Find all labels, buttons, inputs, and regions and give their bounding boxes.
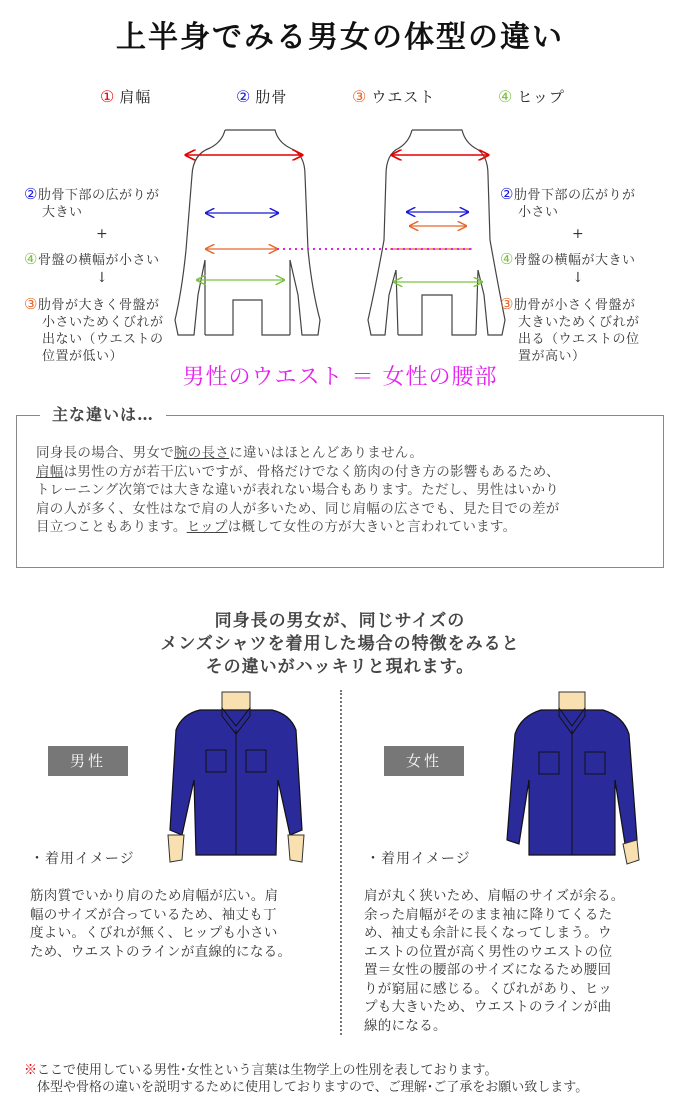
hip-term: ヒップ [186, 519, 228, 535]
footer-mark: ※ [24, 1063, 38, 1078]
male-note-rib [24, 186, 184, 221]
legend-hip-label: ヒップ [517, 88, 565, 106]
female-note-waist-line1: 肋骨が小さく骨盤が [513, 298, 636, 313]
male-note-pelvis [24, 251, 184, 269]
female-desc-8: 線的になる。 [364, 1017, 447, 1034]
legend-shoulder [100, 86, 151, 107]
female-tag: 女性 [384, 746, 464, 776]
legend-rib-label: 肋骨 [255, 88, 288, 106]
male-shirt-illustration [160, 690, 310, 870]
female-note-waist-num: ③ [500, 295, 514, 313]
male-note-rib-line2: 大きい [42, 205, 83, 220]
male-note-rib-num: ② [24, 185, 38, 203]
arm-length-term: 腕の長さ [174, 445, 230, 461]
male-description [30, 887, 330, 961]
male-note-waist-line2: 小さいためくびれが [42, 315, 164, 330]
female-desc-2: 余った肩幅がそのまま袖に降りてくるた [364, 906, 613, 923]
female-desc-5: 置＝女性の腰部のサイズになるため腰回 [364, 962, 612, 978]
female-desc-6: りが窮屈に感じる。くびれがあり、ヒッ [364, 980, 612, 997]
intro-line-3: その違いがハッキリと現れます。 [205, 657, 475, 677]
differences-line-2 [36, 463, 648, 482]
female-arrow-down: ↓ [572, 270, 584, 286]
male-note-rib-line1: 肋骨下部の広がりが [37, 188, 160, 203]
differences-p1-end: に違いはほとんどありません。 [229, 445, 424, 461]
female-note-pelvis [500, 251, 670, 269]
female-note-waist [500, 296, 670, 365]
legend-waist-label: ウエスト [371, 88, 436, 106]
shirt-intro [0, 610, 680, 679]
differences-text [36, 444, 648, 537]
differences-p2: は男性の方が若干広いですが、骨格だけでなく筋肉の付き方の影響もあるため、 [63, 463, 560, 480]
legend-waist [352, 86, 435, 107]
male-note-waist-line4: 位置が低い） [42, 349, 124, 364]
footer-disclaimer [24, 1062, 674, 1096]
male-note-pelvis-num: ④ [24, 250, 38, 268]
male-note-waist-line3: 出ない（ウエストの [42, 332, 164, 347]
differences-p5: 目立つこともあります。 [36, 519, 187, 535]
waist-statement: 男性のウエスト ＝ 女性の腰部 [182, 365, 498, 390]
female-note-pelvis-text: 骨盤の横幅が大きい [513, 253, 636, 268]
female-note-pelvis-num: ④ [500, 250, 514, 268]
male-note-waist-line1: 肋骨が大きく骨盤が [37, 298, 160, 313]
intro-line-1: 同身長の男女が、同じサイズの [214, 611, 466, 631]
differences-line-4: 肩の人が多く、女性はなで肩の人が多いため、同じ肩幅の広さでも、見た目での差が [36, 500, 560, 517]
legend-hip-num: ④ [498, 87, 514, 106]
legend-shoulder-label: 肩幅 [119, 88, 152, 106]
footer-line-2: 体型や骨格の違いを説明するために使用しておりますので、ご理解･ご了承をお願い致します。 [37, 1080, 589, 1095]
male-note-waist [24, 296, 184, 365]
page-title: 上半身でみる男女の体型の違い [116, 20, 564, 55]
legend-waist-num: ③ [352, 87, 368, 106]
male-desc-3: 度よい。くびれが無く、ヒップも小さい [30, 925, 278, 941]
female-desc-7: プも大きいため、ウエストのラインが曲 [364, 999, 612, 1015]
female-note-rib-num: ② [500, 185, 514, 203]
footer-line-1 [24, 1062, 674, 1079]
male-arrow-down: ↓ [96, 270, 108, 286]
female-note-waist-line3: 出る（ウエストの位 [518, 332, 640, 347]
legend-hip [498, 86, 565, 107]
female-note-waist-line4: 置が高い） [518, 349, 586, 364]
differences-p1: 同身長の場合、男女で [36, 445, 174, 461]
differences-line-5 [36, 518, 648, 537]
legend-shoulder-num: ① [100, 87, 116, 106]
male-desc-2: 幅のサイズが合っているため、袖丈も丁 [30, 906, 277, 923]
legend-rib-num: ② [236, 87, 252, 106]
female-description [364, 887, 670, 1035]
male-desc-4: ため、ウエストのラインが直線的になる。 [30, 943, 292, 960]
male-plus: + [96, 226, 108, 242]
legend-rib [236, 86, 287, 107]
male-torso-outline [175, 130, 320, 335]
female-plus: + [572, 226, 584, 242]
differences-line-3: トレーニング次第では大きな違いが表れない場合もあります。ただし、男性はいかり [36, 482, 560, 498]
female-torso-outline [368, 130, 505, 335]
female-note-rib-line1: 肋骨下部の広がりが [513, 188, 636, 203]
male-image-label: ・着用イメージ [30, 851, 135, 867]
male-note-waist-num: ③ [24, 295, 38, 313]
female-desc-3: め、袖丈も余計に長くなってしまう。ウ [364, 925, 612, 941]
differences-p5-end: は概して女性の方が大きいと言われています。 [227, 519, 517, 535]
male-tag: 男性 [48, 746, 128, 776]
female-note-rib-line2: 小さい [518, 205, 559, 220]
footer-text-1: ここで使用している男性･女性という言葉は生物学上の性別を表しております。 [37, 1063, 498, 1078]
shoulder-term: 肩幅 [36, 463, 64, 480]
female-image-label: ・着用イメージ [366, 851, 471, 867]
differences-line-1 [36, 444, 648, 463]
male-note-pelvis-text: 骨盤の横幅が小さい [37, 253, 160, 268]
intro-line-2: メンズシャツを着用した場合の特徴をみると [160, 634, 520, 654]
male-desc-1: 筋肉質でいかり肩のため肩幅が広い。肩 [30, 888, 279, 904]
female-desc-1: 肩が丸く狭いため、肩幅のサイズが余る。 [364, 888, 625, 904]
section-divider [340, 690, 342, 1035]
female-shirt-illustration [505, 690, 645, 870]
female-note-waist-line2: 大きいためくびれが [518, 315, 640, 330]
female-desc-4: エストの位置が高く男性のウエストの位 [364, 943, 613, 960]
differences-heading: 主な違いは… [40, 402, 166, 425]
female-note-rib [500, 186, 670, 221]
